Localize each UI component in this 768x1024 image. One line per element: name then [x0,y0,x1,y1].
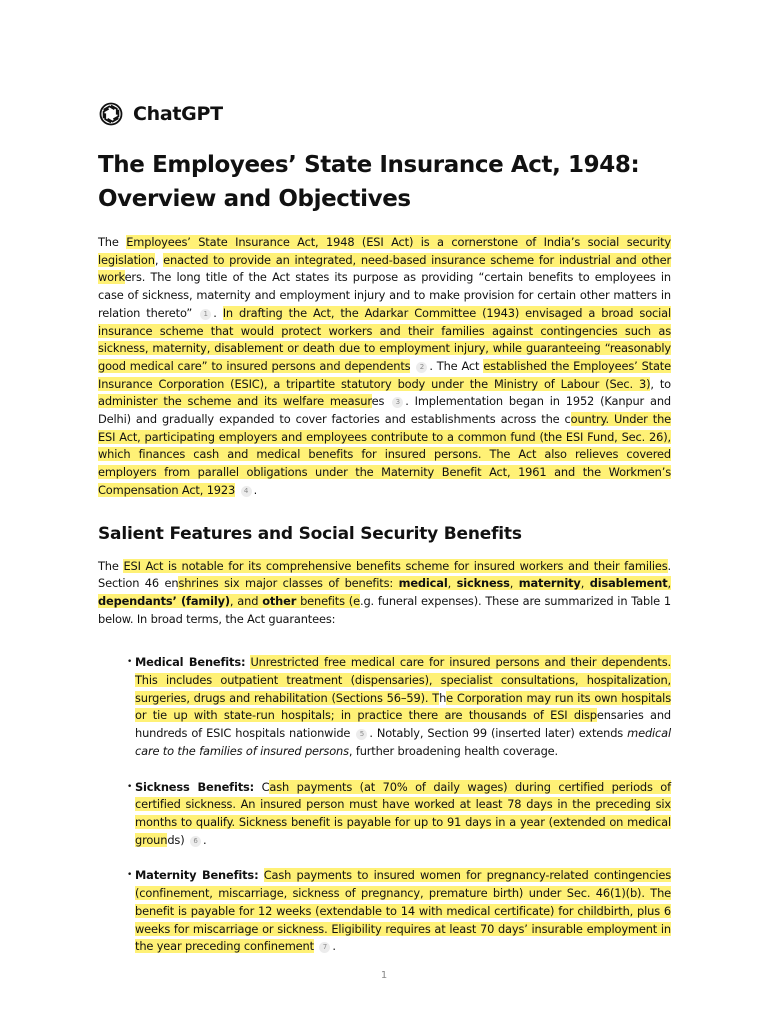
text-run: . [202,832,207,847]
benefit-label: Sickness Benefits: [135,779,255,794]
highlight: administer the scheme and its welfare measur [98,394,372,409]
citation-badge[interactable]: 6 [190,836,201,847]
list-item-sickness-benefits [128,779,671,850]
highlight: ESI Act is notable for its comprehensive benefits scheme for insured workers and their families [123,558,668,573]
highlight: Unrestricted free medical care for insured persons and their dependents. This includes outpatient treatment (dispensaries), specialist consultations, hospitalization, surgeries, drugs and rehabilitation (Sections 56–59). T [135,655,671,705]
citation-badge[interactable]: 2 [416,362,427,373]
text-run: , further broadening health coverage. [348,743,558,758]
text-run: benefits (e [296,593,360,608]
text-run: . Implementation began in 1952 (Kanpur and Delhi) and gradually expanded to cover factories and establishments across the c [98,394,671,427]
citation-badge[interactable]: 7 [319,942,330,953]
text-run: . [253,482,258,497]
list-item-medical-benefits [128,654,671,760]
highlight: e Corporation may run its own hospitals or tie up with state-run hospitals; in practice there are thousands of ESI disp [135,690,671,723]
text-run: The [98,235,127,249]
highlight: e benefit is payable for 12 weeks (extendable to 14 with medical certificate) for childbirth, plus 6 weeks for miscarriage or sickness. Eligibility requires at least 70 days’ insurable employment in the year preceding confinement [135,886,671,954]
text-run: , [667,576,671,591]
page-number: 1 [380,970,388,981]
text-run: . [213,305,223,320]
page-title: The Employees’ State Insurance Act, 1948: Overview and Objectives [98,152,640,212]
bold-term: disablement [589,576,668,591]
brand-header [98,100,671,128]
text-run: , [509,576,519,591]
section-heading: Salient Features and Social Security Benefits [98,523,522,544]
text-run: ds) [167,832,185,847]
text-run: es [371,394,385,409]
text-run: . Notably, Section 99 (inserted later) extends [369,726,628,741]
openai-logo-icon [98,101,124,127]
highlight: Cash payments to insured women for pregnancy-related contingencies (confinement, miscarriage, sickness of pregnancy, premature birth) under Sec. 46(1)(b). Th [135,868,671,901]
highlight: ountry. Under the ESI Act, participating employers and employees contribute to a common fund (the ESI Fund, Sec. 26), which finances cash and medical benefits for insured persons. The Act also relieves covered employers from parallel obligations under the Maternity Benefit Act, 1961 and the Workmen’s Compensation Act, 1923 [98,412,672,497]
brand-name: ChatGPT [133,103,223,125]
text-run: .g. funeral expenses). These are summarized in Table 1 below. In broad terms, the Act guarantees: [98,593,671,626]
text-run: The [98,558,124,573]
bold-term: dependants’ (family) [98,593,230,608]
section-paragraph [98,558,671,629]
highlight: Employees’ State Insurance Act, 1948 (ESI Act) is a cornerstone of India’s social security legislation [98,235,671,267]
text-run: . The Act [429,358,484,373]
intro-paragraph [98,234,671,500]
text-run: ensaries and hundreds of ESIC hospitals nationwide [135,708,672,741]
text-run: ers. The long title of the Act states its purpose as providing “certain benefits to employees in case of sickness, maternity and employment injury and to make provision for certain other matters in relation thereto” [98,270,671,320]
bold-term: sickness [456,576,510,591]
citation-badge[interactable]: 1 [200,309,211,320]
text-run: h [439,690,447,705]
text-run: . [332,939,336,954]
benefits-list [98,654,671,956]
benefit-label: Medical Benefits: [135,655,246,670]
text-run: , [580,576,590,591]
text-run: , [154,252,164,267]
highlight: ash payments (at 70% of daily wages) during certified periods of certified sickness. An insured person must have worked at least 78 days in the preceding six months to qualify. Sickness benefit is payable for up to 91 days in a year (extended on medical groun [135,779,671,847]
citation-badge[interactable]: 5 [356,729,367,740]
highlight: In drafting the Act, the Adarkar Committee (1943) envisaged a broad social insurance scheme that would protect workers and their families against contingencies such as sickness, maternity, disablement or death due to employment injury, while guaranteeing “reasonably good medical care” to insured persons and dependents [98,305,671,373]
bold-term: medical [398,576,448,591]
bold-term: other [262,593,297,608]
citation-badge[interactable]: 3 [392,397,403,408]
text-run: , and [229,593,263,608]
document-page [98,100,671,974]
highlight: established the Employees’ State Insurance Corporation (ESIC), a tripartite statutory body under the Ministry of Labour (Sec. 3) [98,358,671,391]
italic-text: medical care to the families of insured persons [135,726,672,758]
citation-badge[interactable]: 4 [241,486,252,497]
text-run: shrines six major classes of benefits: [178,576,399,591]
bold-term: maternity [518,576,581,591]
text-run: , to [650,376,671,391]
highlight: enacted to provide an integrated, need-based insurance scheme for industrial and other work [98,252,671,285]
text-run: . Section 46 en [98,558,671,591]
text-run: C [254,779,270,794]
benefit-label: Maternity Benefits: [135,868,259,883]
text-run: , [447,576,457,591]
list-item-maternity-benefits [128,867,671,956]
